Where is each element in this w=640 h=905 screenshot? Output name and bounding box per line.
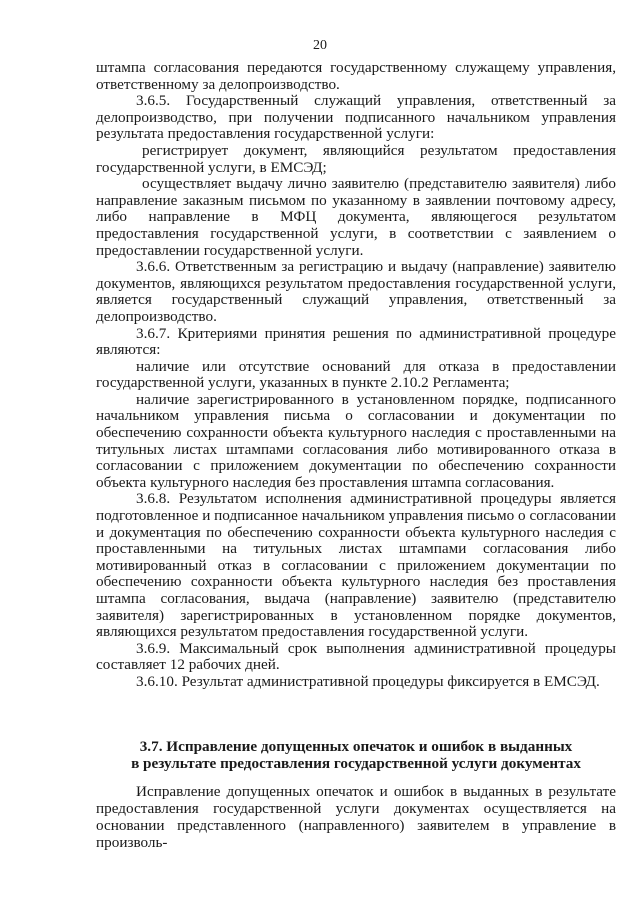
paragraph: наличие или отсутствие оснований для отказа в предоставлении государственной услуги, указанных в пункте 2.10.2 Регламента;	[96, 357, 616, 392]
section-heading-line: в результате предоставления государственной услуги документах	[131, 755, 581, 772]
paragraph: регистрирует документ, являющийся результатом предоставления государственной услуги, в ЕМСЭД;	[96, 141, 616, 176]
section-heading-line: 3.7. Исправление допущенных опечаток и ошибок в выданных	[139, 738, 573, 755]
paragraph: штампа согласования передаются государственному служащему управления, ответственному за делопроизводство.	[96, 59, 616, 93]
body-text	[96, 60, 616, 691]
paragraph: 3.6.5. Государственный служащий управления, ответственный за делопроизводство, при получении подписанного начальником управления результата предоставления государственной услуги:	[96, 92, 616, 143]
paragraph: 3.6.10. Результат административной процедуры фиксируется в ЕМСЭД.	[136, 672, 600, 690]
page-number: 20	[313, 38, 327, 53]
paragraph: Исправление допущенных опечаток и ошибок в выданных в результате предоставления государственной услуги документах осуществляется на основании представленного (направленного) заявителем в управление в произволь-	[96, 783, 616, 851]
paragraph: 3.6.6. Ответственным за регистрацию и выдачу (направление) заявителю документов, являющихся результатом предоставления государственной услуги, является государственный служащий управления, ответственный за делопроизводство.	[96, 258, 616, 325]
paragraph: 3.6.9. Максимальный срок выполнения административной процедуры составляет 12 рабочих дней.	[96, 639, 616, 674]
paragraph: осуществляет выдачу лично заявителю (представителю заявителя) либо направление заказным письмом по указанному в заявлении почтовому адресу, либо направление в МФЦ документа, являющегося результатом предоставления государственной услуги, в соответствии с заявлением о предоставлении государственной услуги.	[96, 175, 616, 259]
paragraph: 3.6.8. Результатом исполнения административной процедуры является подготовленное и подписанное начальником управления письмо о согласовании и документация по обеспечению сохранности объекта культурного наследия с проставленными на титульных листах штампами согласования либо мотивированный отказ в согласовании с приложением документации по обеспечению сохранности объекта культурного наследия без проставления штампа согласования, выдача (направление) заявителю (представителю заявителя) зарегистрированных в установленном порядке документов, являющихся результатом предоставления государственной услуги.	[96, 490, 616, 641]
paragraph: наличие зарегистрированного в установленном порядке, подписанного начальником управления письма о согласовании и документации по обеспечению сохранности объекта культурного наследия с проставленными на титульных листах штампами согласования либо мотивированного отказа в согласовании с приложением документации по обеспечению сохранности объекта культурного наследия без проставления штампа согласования.	[96, 390, 616, 491]
paragraph: 3.6.7. Критериями принятия решения по административной процедуре являются:	[96, 324, 616, 359]
section-heading	[96, 738, 616, 772]
section-body	[96, 783, 616, 851]
